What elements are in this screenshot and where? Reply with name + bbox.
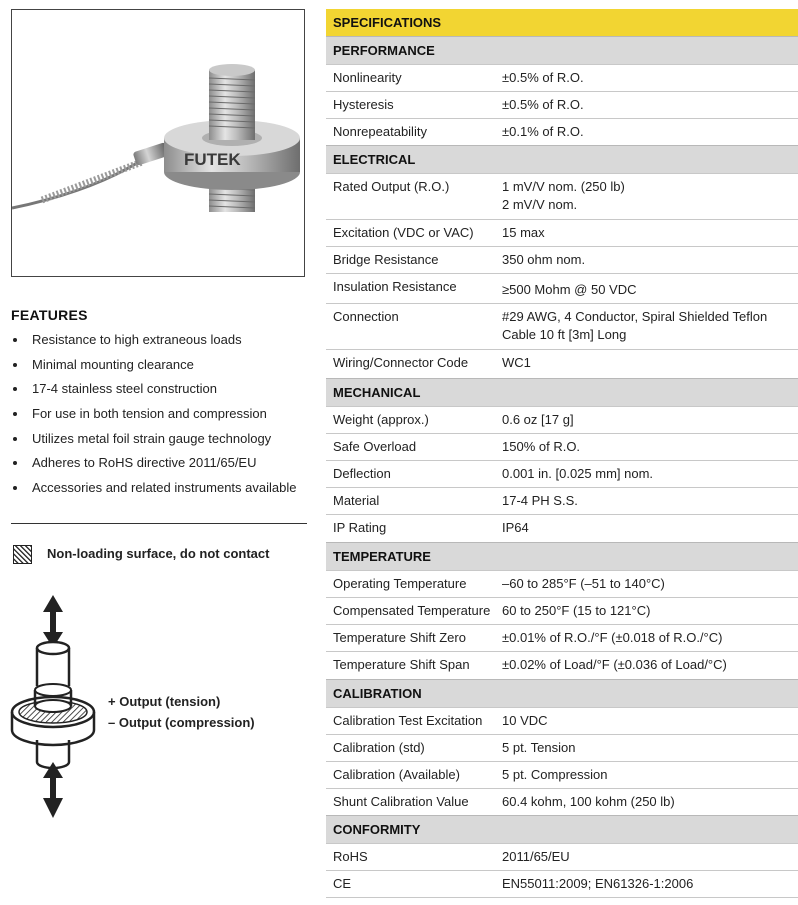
param-value: 15 max [502, 225, 545, 240]
table-row [326, 843, 798, 870]
param-label: Material [333, 493, 380, 508]
table-row [326, 349, 798, 378]
product-photo [11, 9, 305, 277]
param-value: ±0.01% of R.O./°F (±0.018 of R.O./°C) [502, 630, 723, 645]
param-value: ±0.1% of R.O. [502, 124, 584, 139]
param-label: Shunt Calibration Value [333, 794, 469, 809]
table-row [326, 406, 798, 433]
loading-diagram [8, 590, 108, 830]
section-electrical: ELECTRICAL [326, 145, 798, 173]
param-label: Calibration (Available) [333, 767, 460, 782]
param-label: RoHS [333, 849, 368, 864]
force-arrow-bottom-icon [43, 762, 63, 818]
param-label: Excitation (VDC or VAC) [333, 225, 474, 240]
param-value: 60.4 kohm, 100 kohm (250 lb) [502, 794, 675, 809]
param-label: Calibration Test Excitation [333, 713, 483, 728]
table-row [326, 570, 798, 597]
param-label: Weight (approx.) [333, 412, 429, 427]
feature-item: Resistance to high extraneous loads [11, 331, 296, 356]
feature-item: 17-4 stainless steel construction [11, 380, 296, 405]
table-row [326, 707, 798, 734]
param-value: 150% of R.O. [502, 439, 581, 454]
param-value: WC1 [502, 355, 531, 370]
param-value: 1 mV/V nom. (250 lb) [502, 179, 625, 194]
param-label: Rated Output (R.O.) [333, 179, 450, 194]
param-label: Insulation Resistance [333, 279, 457, 294]
table-row [326, 597, 798, 624]
param-label: Operating Temperature [333, 576, 467, 591]
table-row [326, 303, 798, 349]
specifications-table [326, 9, 798, 898]
section-temperature: TEMPERATURE [326, 542, 798, 570]
table-row [326, 219, 798, 246]
output-tension-label: + Output (tension) [108, 694, 221, 709]
param-label: Temperature Shift Span [333, 657, 470, 672]
param-value: IP64 [502, 520, 529, 535]
param-value: ±0.5% of R.O. [502, 70, 584, 85]
param-value: 5 pt. Tension [502, 740, 576, 755]
table-row [326, 246, 798, 273]
table-row [326, 734, 798, 761]
table-row [326, 273, 798, 303]
param-value: 60 to 250°F (15 to 121°C) [502, 603, 651, 618]
param-label: Safe Overload [333, 439, 417, 454]
param-label: Compensated Temperature [333, 603, 491, 618]
table-row [326, 433, 798, 460]
param-label: CE [333, 876, 352, 891]
param-value: –60 to 285°F (–51 to 140°C) [502, 576, 665, 591]
param-label: Deflection [333, 466, 391, 481]
brand-engraving: FUTEK [184, 150, 241, 169]
section-mechanical: MECHANICAL [326, 378, 798, 406]
param-value-line2: 2 mV/V nom. [502, 197, 578, 212]
force-arrow-top-icon [43, 595, 63, 648]
param-label: Temperature Shift Zero [333, 630, 466, 645]
features-title: FEATURES [11, 307, 88, 323]
feature-item: Minimal mounting clearance [11, 356, 296, 381]
hatch-legend-icon [13, 545, 32, 564]
param-value: 0.001 in. [0.025 mm] nom. [502, 466, 654, 481]
table-row [326, 460, 798, 487]
param-value: EN55011:2009; EN61326-1:2006 [502, 876, 694, 891]
specifications-title: SPECIFICATIONS [326, 9, 798, 36]
table-row [326, 91, 798, 118]
table-row [326, 624, 798, 651]
param-label: Connection [333, 309, 399, 324]
table-row [326, 173, 798, 219]
param-value: #29 AWG, 4 Conductor, Spiral Shielded Teflon Cable 10 ft [3m] Long [502, 309, 768, 342]
param-value: 17-4 PH S.S. [502, 493, 578, 508]
param-label: Bridge Resistance [333, 252, 439, 267]
param-value: ±0.02% of Load/°F (±0.036 of Load/°C) [502, 657, 727, 672]
table-row [326, 870, 798, 898]
param-value: 2011/65/EU [502, 849, 570, 864]
table-row [326, 487, 798, 514]
table-row [326, 64, 798, 91]
legend-text: Non-loading surface, do not contact [47, 546, 270, 561]
param-label: IP Rating [333, 520, 387, 535]
feature-item: For use in both tension and compression [11, 405, 296, 430]
param-value: ±0.5% of R.O. [502, 97, 584, 112]
table-row [326, 651, 798, 679]
table-row [326, 118, 798, 145]
param-label: Nonlinearity [333, 70, 402, 85]
table-row [326, 514, 798, 542]
feature-item: Adheres to RoHS directive 2011/65/EU [11, 454, 296, 479]
output-compression-label: – Output (compression) [108, 715, 255, 730]
table-row [326, 788, 798, 815]
param-label: Nonrepeatability [333, 124, 427, 139]
section-conformity: CONFORMITY [326, 815, 798, 843]
table-row [326, 761, 798, 788]
feature-item: Accessories and related instruments available [11, 479, 296, 504]
param-label: Hysteresis [333, 97, 394, 112]
feature-item: Utilizes metal foil strain gauge technology [11, 430, 296, 455]
param-value: 10 VDC [502, 713, 548, 728]
param-value: ≥500 Mohm @ 50 VDC [502, 282, 637, 297]
section-performance: PERFORMANCE [326, 36, 798, 64]
param-value: 5 pt. Compression [502, 767, 608, 782]
divider [11, 523, 307, 524]
param-value: 0.6 oz [17 g] [502, 412, 574, 427]
features-list [11, 331, 296, 504]
param-label: Wiring/Connector Code [333, 355, 469, 370]
param-value: 350 ohm nom. [502, 252, 586, 267]
section-calibration: CALIBRATION [326, 679, 798, 707]
param-label: Calibration (std) [333, 740, 425, 755]
